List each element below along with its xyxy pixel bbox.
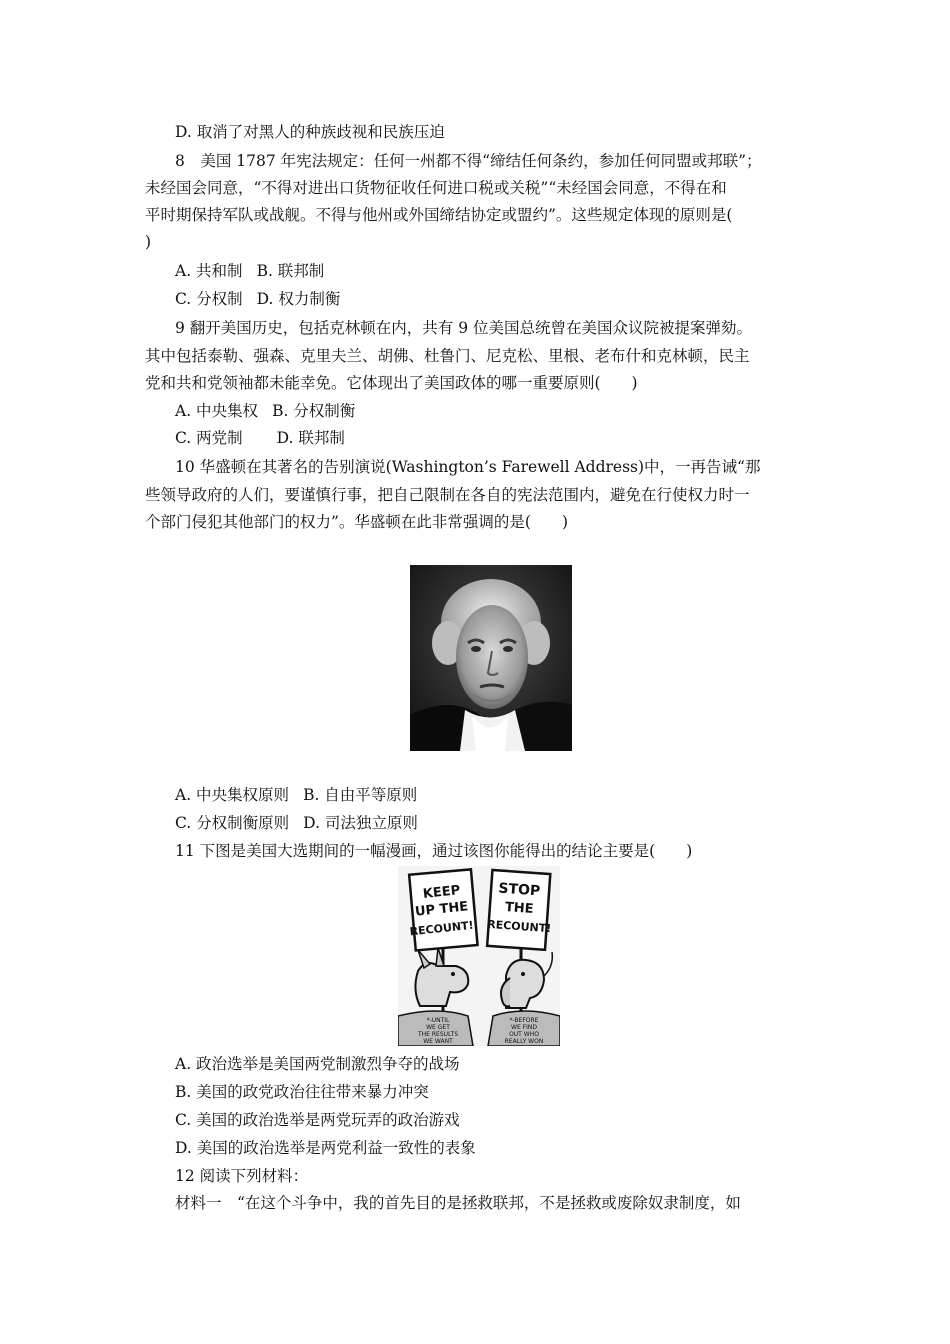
q9-stem-line-3: 党和共和党领袖都未能幸免。它体现出了美国政体的哪一重要原则( ) bbox=[145, 374, 638, 392]
q9-option-b: B. 分权制衡 bbox=[272, 402, 356, 420]
cartoon-drawing bbox=[398, 866, 560, 1046]
sign-left-line-2: UP THE bbox=[414, 899, 469, 920]
q11-option-a: A. 政治选举是美国两党制激烈争夺的战场 bbox=[175, 1055, 460, 1073]
sign-left-line-3: RECOUNT! bbox=[409, 918, 475, 939]
caption-left-line-1: *-UNTIL bbox=[426, 1017, 450, 1024]
portrait-drawing bbox=[410, 565, 572, 751]
q10-option-c: C. 分权制衡原则 bbox=[175, 814, 290, 832]
sign-left-line-1: KEEP bbox=[422, 883, 462, 902]
q10-option-a: A. 中央集权原则 bbox=[175, 786, 290, 804]
q11-option-d: D. 美国的政治选举是两党利益一致性的表象 bbox=[175, 1139, 476, 1157]
caption-left-line-2: WE GET bbox=[426, 1024, 450, 1031]
q10-option-b: B. 自由平等原则 bbox=[303, 786, 418, 804]
q10-stem-line-1: 10 华盛顿在其著名的告别演说(Washington’s Farewell Address)中，一再告诫“那 bbox=[175, 458, 761, 476]
q10-options-row-2 bbox=[175, 812, 418, 834]
q10-stem-line-3: 个部门侵犯其他部门的权力”。华盛顿在此非常强调的是( ) bbox=[145, 513, 569, 531]
sign-right-line-3: RECOUNT! bbox=[486, 917, 552, 936]
caption-left-line-3: THE RESULTS bbox=[417, 1031, 459, 1038]
q8-option-b: B. 联邦制 bbox=[256, 262, 325, 280]
q10-options-row-1 bbox=[175, 784, 417, 806]
q12-stem-line-1: 12 阅读下列材料： bbox=[175, 1167, 309, 1185]
q9-options-row-2 bbox=[175, 427, 345, 449]
sign-right-line-2: THE bbox=[504, 900, 535, 917]
q11-stem-line-1: 11 下图是美国大选期间的一幅漫画，通过该图你能得出的结论主要是( ) bbox=[175, 842, 693, 860]
q10-stem-line-2: 些领导政府的人们，要谨慎行事，把自己限制在各自的宪法范围内，避免在行使权力时一 bbox=[145, 486, 750, 504]
q11-option-b: B. 美国的政党政治往往带来暴力冲突 bbox=[175, 1083, 429, 1101]
caption-right-line-3: OUT WHO bbox=[509, 1031, 539, 1038]
q12-material-1-line: 材料一 “在这个斗争中，我的首先目的是拯救联邦，不是拯救或废除奴隶制度，如 bbox=[175, 1194, 741, 1212]
washington-portrait-image bbox=[410, 565, 572, 751]
q9-option-c: C. 两党制 bbox=[175, 429, 243, 447]
q9-option-a: A. 中央集权 bbox=[175, 402, 259, 420]
q8-options-row-2 bbox=[175, 288, 340, 310]
q8-stem-line-3: 平时期保持军队或战舰。不得与他州或外国缔结协定或盟约”。这些规定体现的原则是( bbox=[145, 206, 733, 224]
q9-stem-line-2: 其中包括泰勒、强森、克里夫兰、胡佛、杜鲁门、尼克松、里根、老布什和克林顿，民主 bbox=[145, 347, 750, 365]
q10-option-d: D. 司法独立原则 bbox=[303, 814, 418, 832]
q9-option-d: D. 联邦制 bbox=[276, 429, 345, 447]
caption-right-line-4: REALLY WON bbox=[504, 1038, 544, 1045]
q8-option-c: C. 分权制 bbox=[175, 290, 243, 308]
caption-right-line-1: *-BEFORE bbox=[509, 1017, 539, 1024]
q8-option-a: A. 共和制 bbox=[175, 262, 243, 280]
q8-stem-line-1: 8 美国 1787 年宪法规定：任何一州都不得“缔结任何条约，参加任何同盟或邦联”； bbox=[175, 152, 762, 170]
q11-option-c: C. 美国的政治选举是两党玩弄的政治游戏 bbox=[175, 1111, 460, 1129]
q8-stem-line-2: 未经国会同意，“不得对进出口货物征收任何进口税或关税”“未经国会同意，不得在和 bbox=[145, 179, 727, 197]
q9-options-row-1 bbox=[175, 400, 355, 422]
q8-option-d: D. 权力制衡 bbox=[256, 290, 341, 308]
q7-option-d: D. 取消了对黑人的种族歧视和民族压迫 bbox=[175, 123, 445, 141]
caption-right-line-2: WE FIND bbox=[511, 1024, 537, 1031]
q8-stem-line-4: ) bbox=[145, 233, 152, 251]
caption-left-line-4: WE WANT bbox=[423, 1038, 453, 1045]
q8-options-row-1 bbox=[175, 260, 324, 282]
election-recount-cartoon-image bbox=[398, 866, 560, 1046]
q9-stem-line-1: 9 翻开美国历史，包括克林顿在内，共有 9 位美国总统曾在美国众议院被提案弹劾。 bbox=[175, 319, 753, 337]
sign-right-line-1: STOP bbox=[497, 880, 541, 900]
